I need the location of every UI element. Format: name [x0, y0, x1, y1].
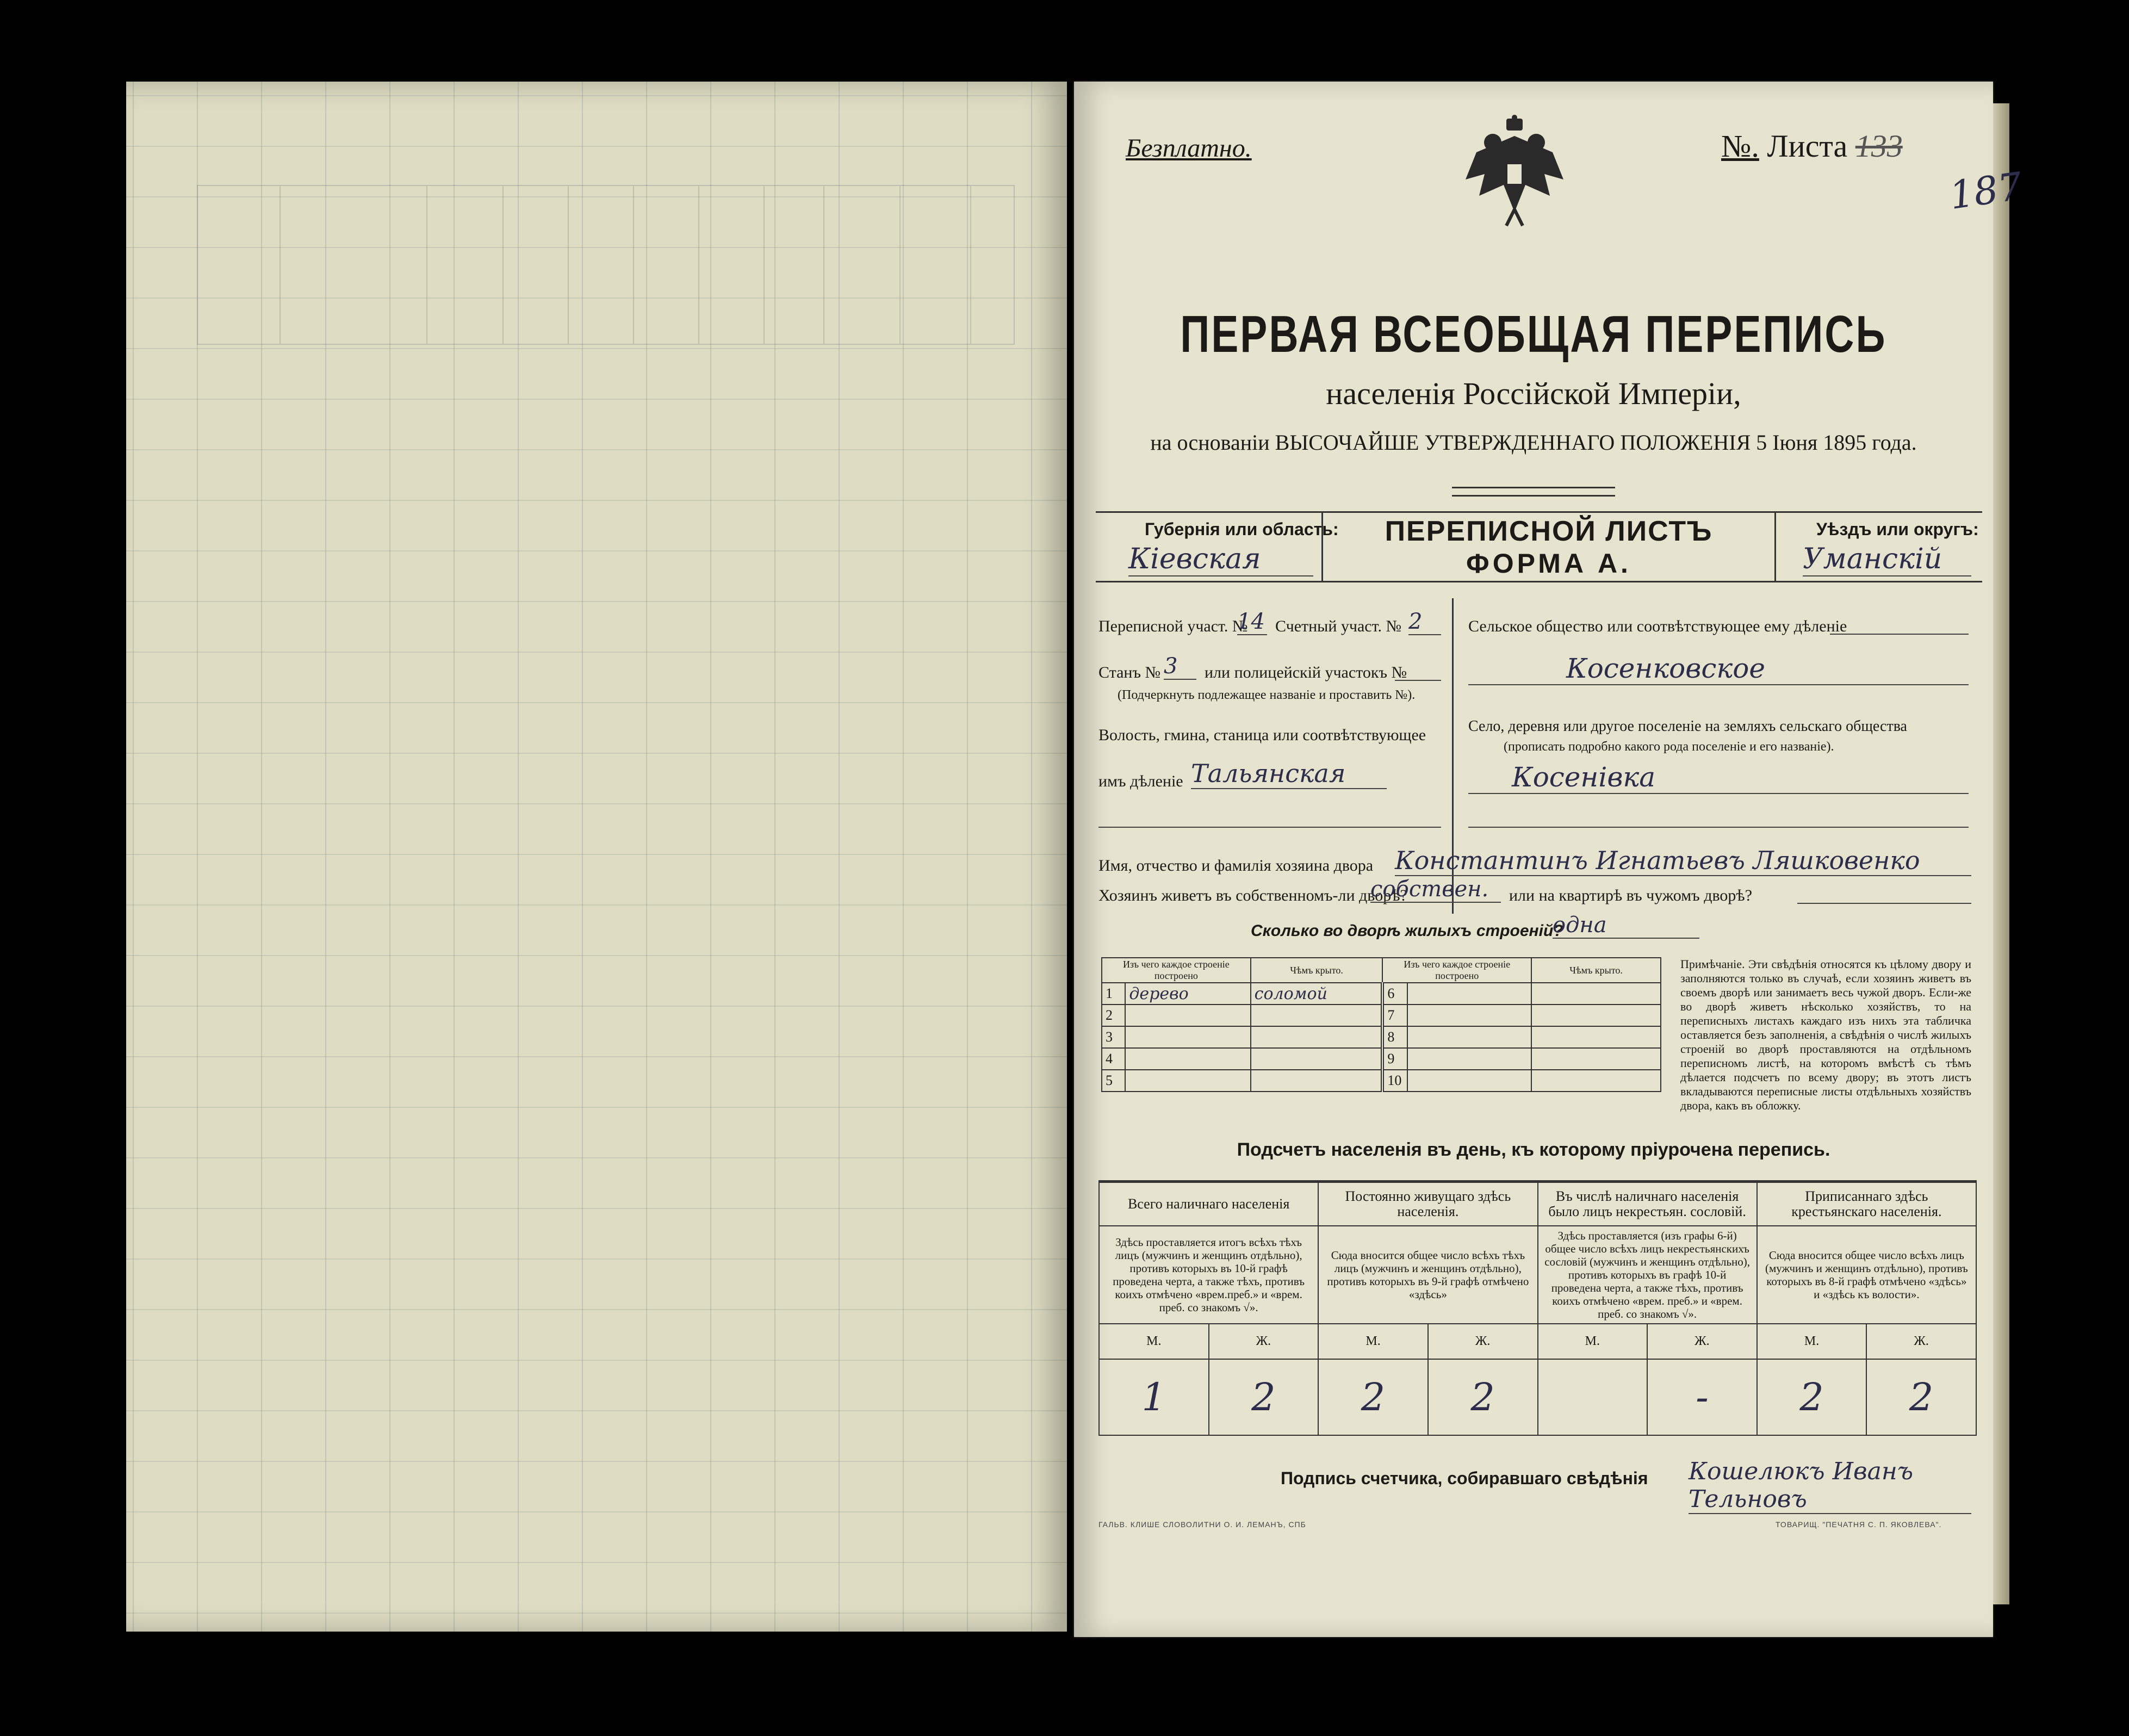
material-cell [1407, 1070, 1531, 1092]
number-sign: №. [1721, 128, 1759, 164]
form-type-box [1321, 513, 1776, 581]
stan-label: Станъ № [1098, 664, 1161, 681]
header-band [1096, 511, 1982, 582]
table-row [1102, 1026, 1661, 1048]
table-row [1102, 1070, 1661, 1092]
count-value [1538, 1359, 1648, 1435]
village-note: (прописать подробно какого рода поселеніе и его названіе). [1504, 740, 1834, 754]
volost-value: Тальянская [1191, 759, 1387, 789]
material-cell [1407, 1026, 1531, 1048]
volost-extra-line [1098, 827, 1441, 828]
legal-basis-line: на основаніи ВЫСОЧАЙШЕ УТВЕРЖДЕННАГО ПОЛОЖЕНІЯ 5 Іюня 1895 года. [1150, 430, 1917, 455]
ghost-column-rule [764, 186, 765, 344]
signature-value: Кошелюкъ Иванъ Тельновъ [1689, 1458, 1971, 1514]
sheet-value: 133 [1855, 128, 1903, 164]
census-district-label: Переписной участ. № [1098, 617, 1248, 635]
table-row [1102, 1048, 1661, 1070]
row-number: 10 [1382, 1070, 1407, 1092]
count-column-description: Здѣсь проставляется (изъ графы 6-й) общее число всѣхъ лицъ некрестьянскихъ сословій (мужчинъ и женщинъ отдѣльно), противъ которыхъ въ графѣ 10-й проведена черта, а также тѣхъ, противъ коихъ отмѣчено «врем. преб.» и «врем. преб. со знакомъ √». [1538, 1226, 1757, 1324]
count-district-label: Счетный участ. № [1275, 617, 1402, 635]
village-label: Село, деревня или другое поселеніе на земляхъ сельскаго общества [1468, 718, 1907, 735]
roof-cell [1531, 1048, 1661, 1070]
female-label: Ж. [1866, 1324, 1976, 1359]
lives-value: собствен. [1370, 877, 1501, 903]
ghost-column-rule [698, 186, 699, 344]
count-gender-row [1099, 1324, 1976, 1359]
free-label: Безплатно. [1126, 134, 1252, 163]
male-label: М. [1538, 1324, 1648, 1359]
double-headed-eagle-icon [1455, 114, 1574, 228]
page-stack-edge [1993, 103, 2009, 1604]
corner-archive-number: 187 [1946, 164, 2025, 218]
roof-cell [1251, 1026, 1383, 1048]
ghost-column-rule [280, 186, 281, 344]
count-value: 2 [1318, 1359, 1428, 1435]
census-district-value: 14 [1237, 609, 1267, 635]
male-label: М. [1757, 1324, 1867, 1359]
material-header: Изъ чего каждое строеніе построено [1382, 958, 1531, 983]
count-values-row [1099, 1359, 1976, 1435]
uezd-label: Уѣздъ или округъ: [1816, 519, 1979, 539]
count-value: 1 [1099, 1359, 1209, 1435]
imprint-right: ТОВАРИЩ. "ПЕЧАТНЯ С. П. ЯКОВЛЕВА". [1776, 1520, 1942, 1529]
count-value: 2 [1428, 1359, 1538, 1435]
material-cell [1407, 983, 1531, 1005]
roof-cell [1531, 1070, 1661, 1092]
ghost-table-header [197, 185, 1015, 345]
roof-cell [1531, 1026, 1661, 1048]
note-text: Примѣчаніе. Эти свѣдѣнія относятся къ цѣлому двору и заполняются только въ случаѣ, если хозяинъ живетъ въ своемъ дворѣ или занимаетъ весь чужой дворъ. Если-же во дворѣ живетъ нѣсколько хозяйствъ, то на переписныхъ листахъ каждаго изъ нихъ эта табличка оставляется безъ заполненія, а свѣдѣнія о числѣ жилыхъ строеній во дворѣ проставляются на отдѣльномъ переписномъ листѣ, на которомъ вмѣстѣ съ тѣмъ дѣлается подсчетъ по всему двору; въ этотъ листъ вкладываются переписные листы отдѣльныхъ хозяйствъ двора, какъ въ обложку. [1680, 957, 1971, 1112]
roof-cell [1251, 1005, 1383, 1026]
buildings-label: Сколько во дворѣ жилыхъ строеній? [1251, 922, 1563, 940]
count-section-title: Подсчетъ населенія въ день, къ которому пріурочена перепись. [1237, 1139, 1830, 1160]
left-page [126, 82, 1067, 1632]
female-label: Ж. [1209, 1324, 1319, 1359]
count-description-row [1099, 1226, 1976, 1324]
owner-value: Константинъ Игнатьевъ Ляшковенко [1395, 846, 1971, 876]
material-header: Изъ чего каждое строеніе построено [1102, 958, 1251, 983]
owner-label: Имя, отчество и фамилія хозяина двора [1098, 857, 1374, 875]
form-subtitle: населенія Россійской Имперіи, [1326, 376, 1741, 411]
police-value-line [1395, 680, 1441, 681]
ghost-column-rule [633, 186, 634, 344]
roof-header: Чѣмъ крыто. [1531, 958, 1661, 983]
buildings-table [1101, 957, 1661, 1092]
lives-label: Хозяинъ живетъ въ собственномъ-ли дворѣ? [1098, 886, 1407, 904]
female-label: Ж. [1647, 1324, 1757, 1359]
ghost-column-rule [568, 186, 569, 344]
row-number: 8 [1382, 1026, 1407, 1048]
census-form-page [1074, 82, 2025, 1637]
form-main-title: ПЕРВАЯ ВСЕОБЩАЯ ПЕРЕПИСЬ [1180, 305, 1887, 363]
form-letter: ФОРМА А. [1466, 548, 1631, 579]
lives-alt-line [1797, 903, 1971, 904]
community-value: Косенковское [1468, 653, 1969, 685]
count-value: 2 [1866, 1359, 1976, 1435]
table-row [1102, 983, 1661, 1005]
female-label: Ж. [1428, 1324, 1538, 1359]
ornamental-divider [1452, 487, 1615, 497]
material-cell [1125, 1026, 1250, 1048]
village-extra-line [1468, 827, 1969, 828]
material-cell [1125, 1048, 1250, 1070]
volost-label-2: имъ дѣленіе [1098, 772, 1183, 790]
police-note: (Подчеркнуть подлежащее названіе и проставить №). [1118, 688, 1416, 702]
form-title: ПЕРЕПИСНОЙ ЛИСТЪ [1385, 516, 1713, 547]
roof-cell [1531, 983, 1661, 1005]
row-number: 6 [1382, 983, 1407, 1005]
roof-cell [1251, 1070, 1383, 1092]
ghost-column-rule [502, 186, 504, 344]
lives-alt-label: или на квартирѣ въ чужомъ дворѣ? [1509, 886, 1753, 904]
buildings-table-header [1102, 958, 1661, 983]
material-cell [1407, 1005, 1531, 1026]
ghost-column-rule [899, 186, 901, 344]
count-value: 2 [1757, 1359, 1867, 1435]
roof-cell [1531, 1005, 1661, 1026]
count-column-description: Сюда вносится общее число всѣхъ тѣхъ лицъ (мужчинъ и женщинъ отдѣльно), противъ которыхъ въ 9-й графѣ отмѣчено «здѣсь» [1318, 1226, 1537, 1324]
gubernia-label: Губернія или область: [1145, 519, 1339, 539]
count-column-header: Всего наличнаго населенія [1099, 1182, 1318, 1226]
uezd-value: Уманскій [1803, 543, 1971, 576]
row-number: 2 [1102, 1005, 1125, 1026]
volost-label: Волость, гмина, станица или соотвѣтствующее [1098, 726, 1426, 744]
row-number: 9 [1382, 1048, 1407, 1070]
count-column-description: Здѣсь проставляется итогъ всѣхъ тѣхъ лицъ (мужчинъ и женщинъ отдѣльно), противъ которыхъ въ 10-й графѣ проведена черта, а также тѣхъ, противъ коихъ отмѣчено «врем.преб.» и «врем. преб. со знакомъ √». [1099, 1226, 1318, 1324]
count-header-row [1099, 1182, 1976, 1226]
table-row [1102, 1005, 1661, 1026]
community-label: Сельское общество или соотвѣтствующее ему дѣленіе [1468, 617, 1847, 635]
material-cell [1407, 1048, 1531, 1070]
row-number: 3 [1102, 1026, 1125, 1048]
ghost-column-rule [823, 186, 824, 344]
roof-header: Чѣмъ крыто. [1251, 958, 1383, 983]
roof-cell [1251, 1048, 1383, 1070]
count-column-header: Постоянно живущаго здѣсь населенія. [1318, 1182, 1537, 1226]
male-label: М. [1318, 1324, 1428, 1359]
gubernia-value: Кіевская [1128, 543, 1313, 576]
male-label: М. [1099, 1324, 1209, 1359]
row-number: 4 [1102, 1048, 1125, 1070]
count-value: 2 [1209, 1359, 1319, 1435]
ghost-column-rule [426, 186, 427, 344]
material-cell: дерево [1125, 983, 1250, 1005]
roof-cell: соломой [1251, 983, 1383, 1005]
imprint-left: ГАЛЬВ. КЛИШЕ СЛОВОЛИТНИ О. И. ЛЕМАНЪ, СПБ [1098, 1520, 1306, 1529]
police-label: или полицейскій участокъ № [1205, 664, 1407, 681]
count-column-header: Въ числѣ наличнаго населенія было лицъ некрестьян. сословій. [1538, 1182, 1757, 1226]
row-number: 7 [1382, 1005, 1407, 1026]
buildings-value: одна [1553, 913, 1699, 939]
village-value: Косенівка [1468, 761, 1969, 794]
row-number: 5 [1102, 1070, 1125, 1092]
ghost-column-rule [970, 186, 971, 344]
count-value: - [1647, 1359, 1757, 1435]
material-cell [1125, 1005, 1250, 1026]
count-district-value: 2 [1408, 609, 1441, 635]
sheet-number [1721, 128, 1903, 164]
count-column-header: Приписаннаго здѣсь крестьянскаго населенія. [1757, 1182, 1976, 1226]
count-column-description: Сюда вносится общее число всѣхъ лицъ (мужчинъ и женщинъ отдѣльно), противъ которыхъ въ 8-й графѣ отмѣчено «здѣсь» и «здѣсь къ волости». [1757, 1226, 1976, 1324]
sheet-label: Листа [1767, 128, 1848, 164]
population-count-table [1098, 1180, 1977, 1436]
material-cell [1125, 1070, 1250, 1092]
stan-value: 3 [1164, 654, 1196, 680]
row-number: 1 [1102, 983, 1125, 1005]
signature-label: Подпись счетчика, собиравшаго свѣдѣнія [1281, 1468, 1648, 1488]
community-line [1830, 634, 1969, 635]
